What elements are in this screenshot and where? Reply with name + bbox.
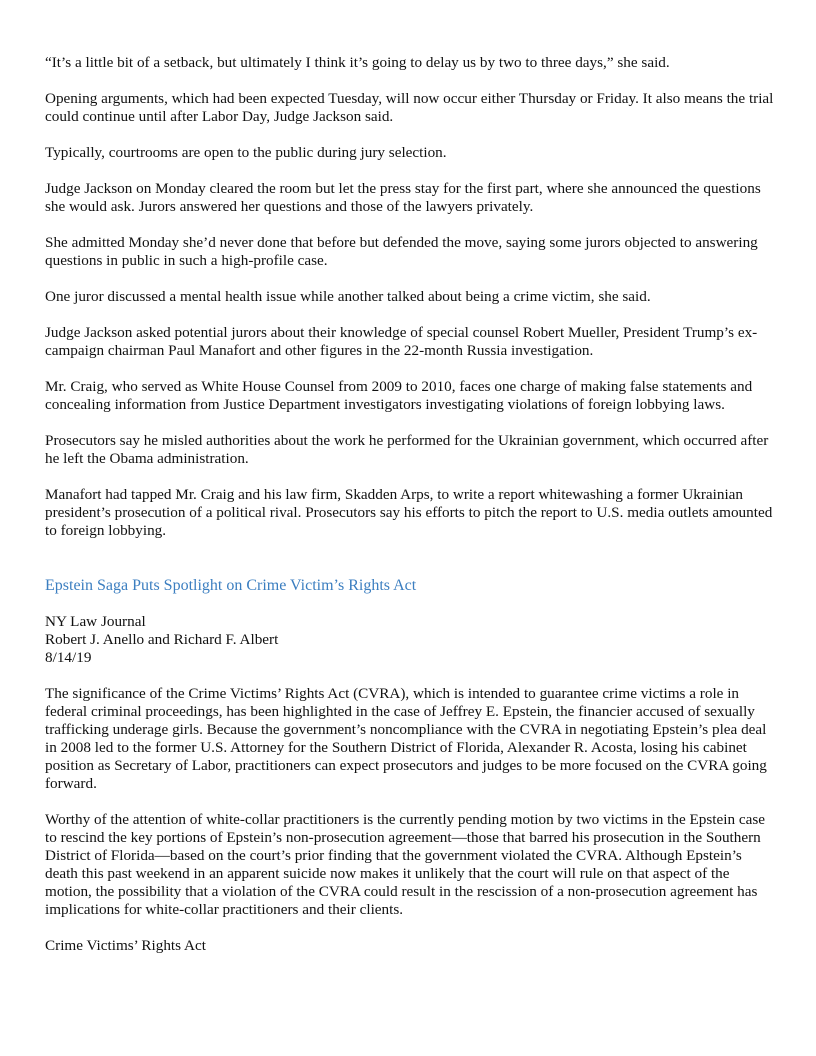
paragraph: Typically, courtrooms are open to the public during jury selection. <box>45 144 447 161</box>
article-1-body <box>45 54 777 540</box>
paragraph: She admitted Monday she’d never done that before but defended the move, saying some jurors objected to answering questions in public in such a high-profile case. <box>45 234 758 269</box>
article-source: NY Law Journal <box>45 613 146 630</box>
article-2-headline[interactable]: Epstein Saga Puts Spotlight on Crime Victim’s Rights Act <box>45 577 417 594</box>
article-date: 8/14/19 <box>45 649 92 666</box>
paragraph: Manafort had tapped Mr. Craig and his law firm, Skadden Arps, to write a report whitewashing a former Ukrainian president’s prosecution of a political rival. Prosecutors say his efforts to pitch the report to U.S. media outlets amounted to foreign lobbying. <box>45 486 773 539</box>
section-heading: Crime Victims’ Rights Act <box>45 937 206 954</box>
document-page <box>45 54 777 955</box>
article-authors: Robert J. Anello and Richard F. Albert <box>45 631 279 648</box>
article-2-body <box>45 685 777 955</box>
paragraph: Worthy of the attention of white-collar practitioners is the currently pending motion by two victims in the Epstein case to rescind the key portions of Epstein’s non-prosecution agreement—those that barred his prosecution in the Southern District of Florida—based on the court’s prior finding that the government violated the CVRA. Although Epstein’s death this past weekend in an apparent suicide now makes it unlikely that the court will rule on that aspect of the motion, the possibility that a violation of the CVRA could result in the rescission of a non-prosecution agreement has implications for white-collar practitioners and their clients. <box>45 811 766 918</box>
paragraph: Judge Jackson on Monday cleared the room but let the press stay for the first part, where she announced the questions she would ask. Jurors answered her questions and those of the lawyers privately. <box>45 180 761 215</box>
paragraph: Prosecutors say he misled authorities about the work he performed for the Ukrainian government, which occurred after he left the Obama administration. <box>45 432 769 467</box>
article-2-byline <box>45 613 777 667</box>
paragraph: “It’s a little bit of a setback, but ultimately I think it’s going to delay us by two to three days,” she said. <box>45 54 670 71</box>
paragraph: One juror discussed a mental health issue while another talked about being a crime victim, she said. <box>45 288 651 305</box>
paragraph: The significance of the Crime Victims’ Rights Act (CVRA), which is intended to guarantee crime victims a role in federal criminal proceedings, has been highlighted in the case of Jeffrey E. Epstein, the financier accused of sexually trafficking underage girls. Because the government’s noncompliance with the CVRA in negotiating Epstein’s plea deal in 2008 led to the former U.S. Attorney for the Southern District of Florida, Alexander R. Acosta, losing his cabinet position as Secretary of Labor, practitioners can expect prosecutors and judges to be more focused on the CVRA going forward. <box>45 685 767 792</box>
paragraph: Judge Jackson asked potential jurors about their knowledge of special counsel Robert Mueller, President Trump’s ex-campaign chairman Paul Manafort and other figures in the 22-month Russia investigation. <box>45 324 758 359</box>
paragraph: Opening arguments, which had been expected Tuesday, will now occur either Thursday or Friday. It also means the trial could continue until after Labor Day, Judge Jackson said. <box>45 90 774 125</box>
paragraph: Mr. Craig, who served as White House Counsel from 2009 to 2010, faces one charge of making false statements and concealing information from Justice Department investigators investigating violations of foreign lobbying laws. <box>45 378 753 413</box>
